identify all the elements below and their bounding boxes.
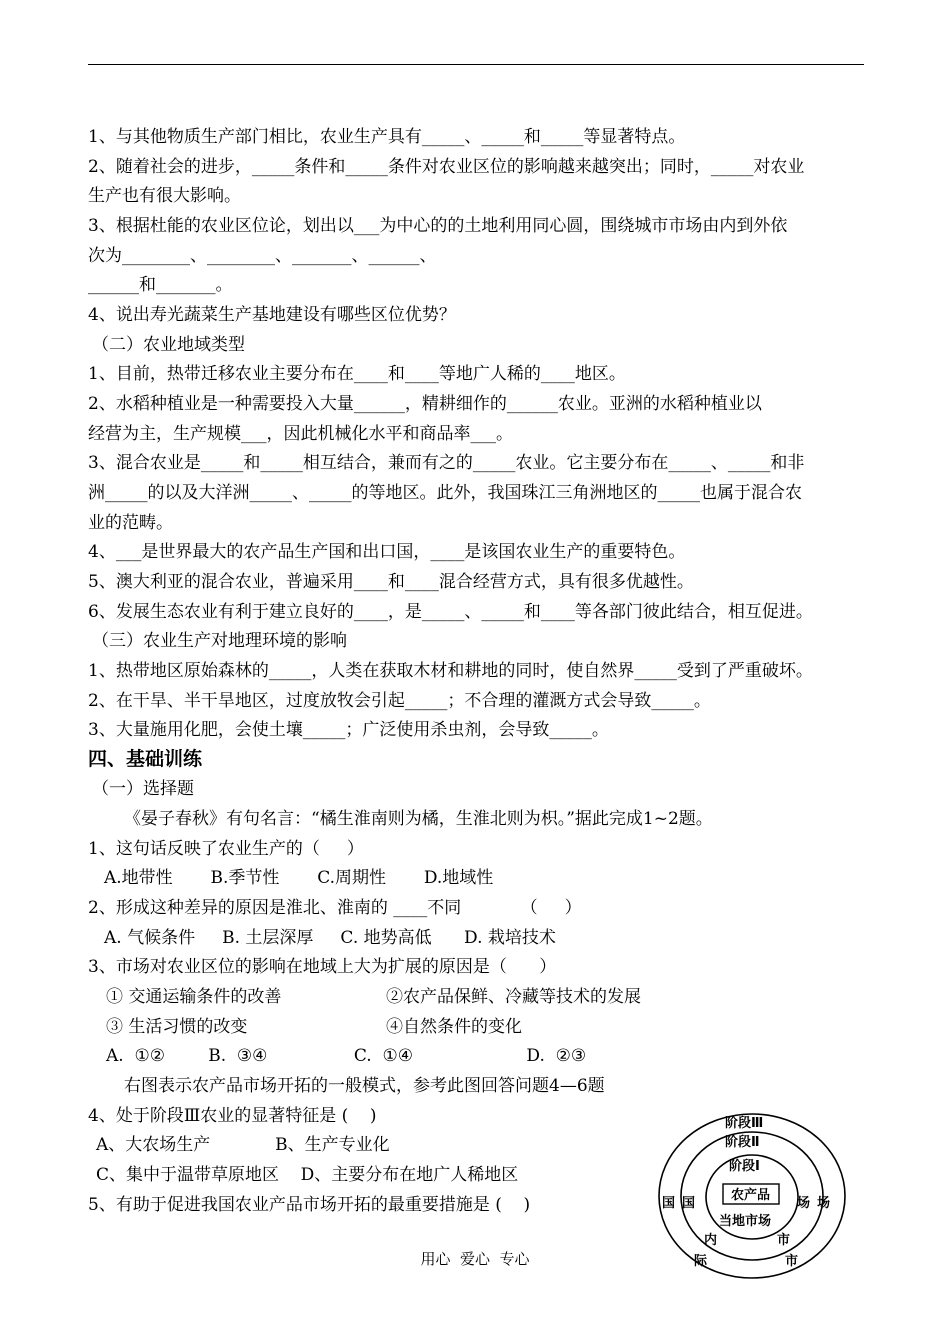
- intl-chang-label: 场: [817, 1196, 831, 1211]
- stage1-label: 阶段Ⅰ: [729, 1159, 760, 1174]
- text-line: 3、大量施用化肥，会使土壤_____；广泛使用杀虫剂，会导致_____。: [88, 720, 609, 740]
- text-line: 1、与其他物质生产部门相比，农业生产具有_____、_____和_____等显著特点。: [88, 127, 686, 147]
- text-line: 1、目前，热带迁移农业主要分布在____和____等地广人稀的____地区。: [88, 364, 626, 384]
- text-line: 生产也有很大影响。: [88, 186, 241, 206]
- answer-options: A. ①② B. ③④ C. ①④ D. ②③: [106, 1046, 587, 1066]
- question: 3、市场对农业区位的影响在地域上大为扩展的原因是（ ）: [88, 957, 557, 977]
- text-line: 2、在干旱、半干旱地区，过度放牧会引起_____；不合理的灌溉方式会导致_____。: [88, 691, 711, 711]
- answer-options: C、集中于温带草原地区 D、主要分布在地广人稀地区: [96, 1165, 519, 1185]
- page-footer: 用心 爱心 专心: [420, 1250, 530, 1268]
- intl-guo-label: 国: [662, 1196, 676, 1211]
- domestic-guo-label: 国: [682, 1196, 696, 1211]
- answer-options: A.地带性 B.季节性 C.周期性 D.地域性: [104, 868, 494, 888]
- question: 1、这句话反映了农业生产的（ ）: [88, 839, 364, 859]
- question: 5、有助于促进我国农业产品市场开拓的最重要措施是 ( ): [88, 1195, 531, 1215]
- question: 2、形成这种差异的原因是淮北、淮南的 ____不同 （ ）: [88, 898, 582, 918]
- text-line: 业的范畴。: [88, 513, 173, 533]
- chapter-heading: 四、基础训练: [88, 748, 203, 770]
- text-line: 2、水稻种植业是一种需要投入大量______，精耕细作的______农业。亚洲的水稻种植业以: [88, 394, 762, 414]
- intl-ji-label: 际: [694, 1254, 708, 1269]
- section-heading: （一）选择题: [92, 779, 194, 799]
- text-line: 3、混合农业是_____和_____相互结合，兼而有之的_____农业。它主要分布在_____、_____和非: [88, 453, 805, 473]
- text-line: 《晏子春秋》有句名言：“橘生淮南则为橘，生淮北则为枳。”据此完成1~2题。: [124, 809, 713, 829]
- text-line: 6、发展生态农业有利于建立良好的____，是_____、_____和____等各部门彼此结合，相互促进。: [88, 602, 813, 622]
- text-line: 洲_____的以及大洋洲_____、_____的等地区。此外，我国珠江三角洲地区的_____也属于混合农: [88, 483, 802, 503]
- answer-options: A. 气候条件 B. 土层深厚 C. 地势高低 D. 栽培技术: [104, 928, 556, 948]
- section-heading: （二）农业地域类型: [92, 335, 245, 355]
- text-line: 1、热带地区原始森林的_____，人类在获取木材和耕地的同时，使自然界_____受到了严重破坏。: [88, 661, 813, 681]
- domestic-nei-label: 内: [704, 1233, 718, 1248]
- text-line: 2、随着社会的进步，_____条件和_____条件对农业区位的影响越来越突出；同时，_____对农业: [88, 157, 805, 177]
- intl-shi-label: 市: [785, 1254, 799, 1269]
- stage3-label: 阶段Ⅲ: [725, 1116, 764, 1131]
- header-rule: [88, 64, 864, 65]
- text-line: 经营为主，生产规模___，因此机械化水平和商品率___。: [88, 424, 513, 444]
- statement: ③ 生活习惯的改变: [106, 1017, 248, 1037]
- text-line: 右图表示农产品市场开拓的一般模式，参考此图回答问题4—6题: [124, 1076, 605, 1096]
- stage2-label: 阶段Ⅱ: [725, 1135, 760, 1150]
- domestic-shi-label: 市: [777, 1233, 791, 1248]
- answer-options: A、大农场生产 B、生产专业化: [96, 1135, 390, 1155]
- section-heading: （三）农业生产对地理环境的影响: [92, 631, 347, 651]
- product-label: 农产品: [731, 1188, 771, 1203]
- text-line: 4、___是世界最大的农产品生产国和出口国，____是该国农业生产的重要特色。: [88, 542, 686, 562]
- text-line: 4、说出寿光蔬菜生产基地建设有哪些区位优势？: [88, 305, 456, 325]
- statement: ① 交通运输条件的改善: [106, 987, 282, 1007]
- domestic-chang-label: 场: [797, 1196, 811, 1211]
- text-line: 次为________、________、_______、______、: [88, 246, 437, 266]
- statement: ②农产品保鲜、冷藏等技术的发展: [386, 987, 641, 1007]
- statement: ④自然条件的变化: [386, 1017, 522, 1037]
- local-market-label: 当地市场: [719, 1214, 772, 1229]
- text-line: 5、澳大利亚的混合农业，普遍采用____和____混合经营方式，具有很多优越性。: [88, 572, 694, 592]
- text-line: ______和_______。: [88, 275, 233, 295]
- text-line: 3、根据杜能的农业区位论，划出以___为中心的的土地利用同心圆，围绕城市市场由内到外依: [88, 216, 788, 236]
- question: 4、处于阶段Ⅲ农业的显著特征是 ( ): [88, 1106, 377, 1126]
